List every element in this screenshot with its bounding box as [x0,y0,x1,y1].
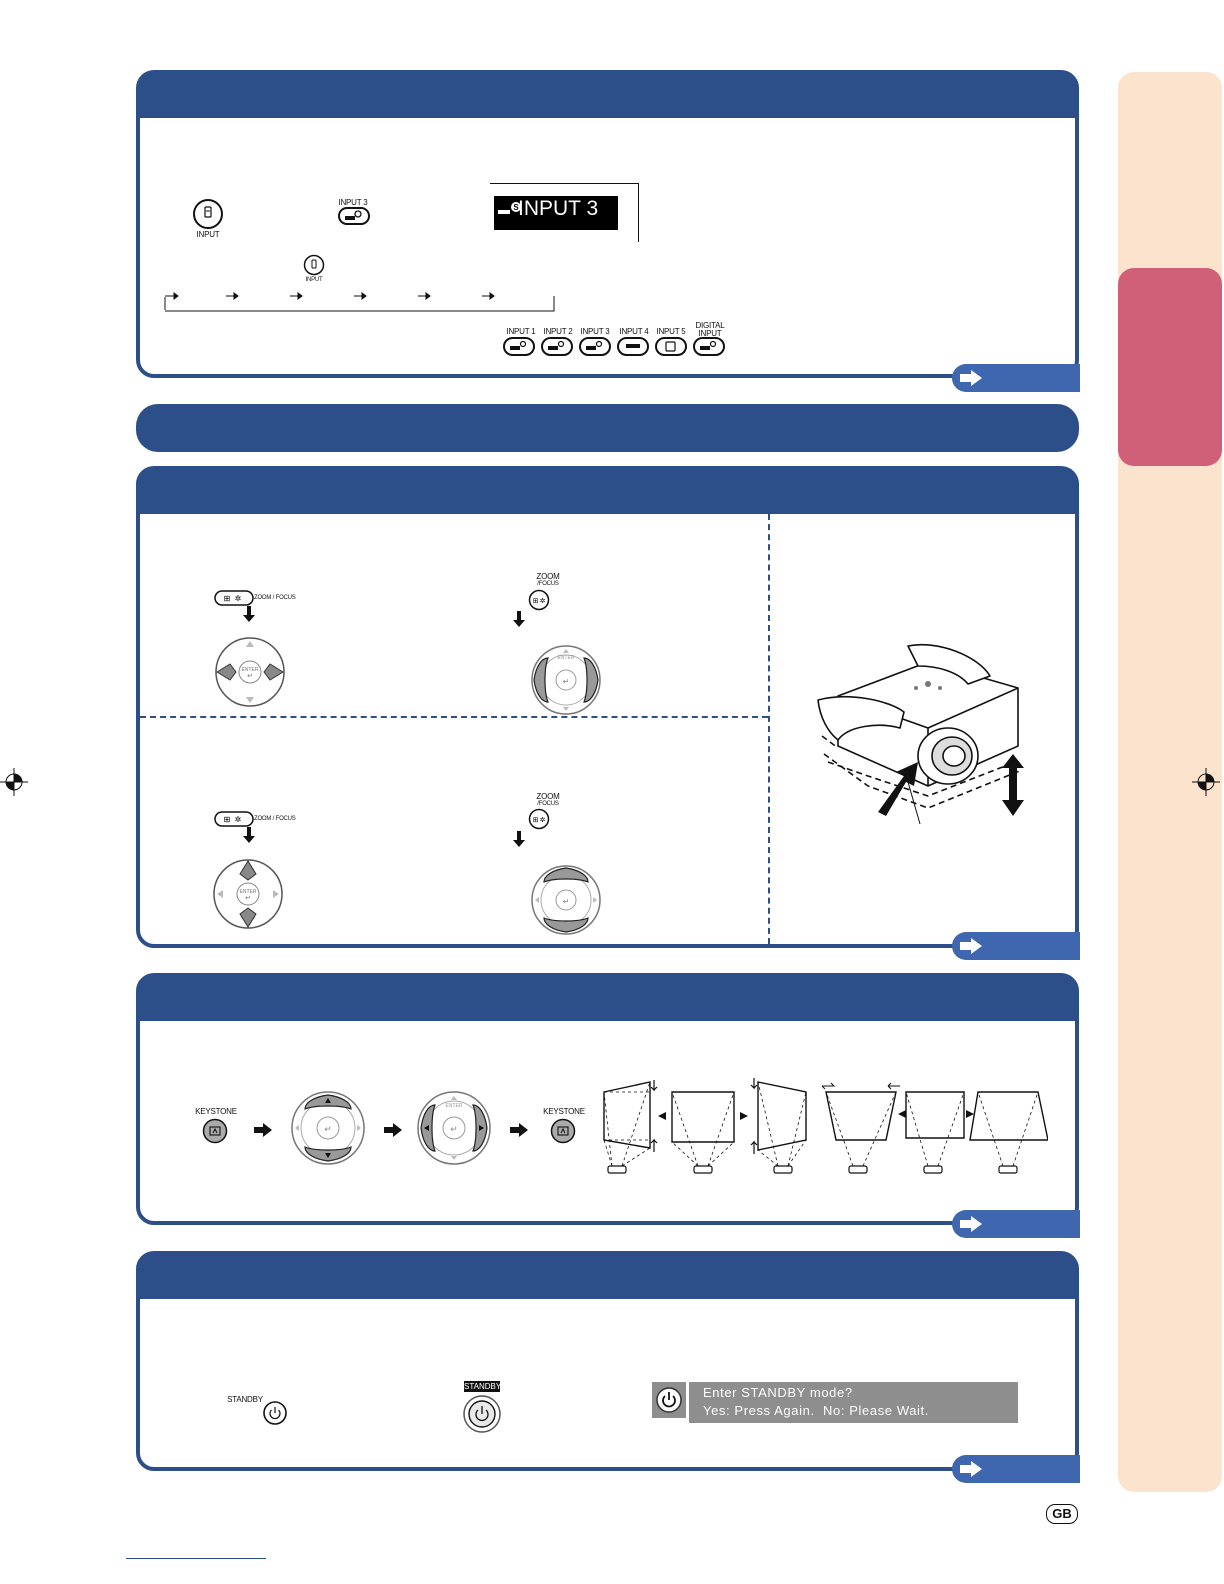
svg-text:✲: ✲ [234,594,242,603]
power-icon [655,1386,683,1414]
zoom-focus-more-tab[interactable] [952,932,1080,960]
remote-standby-label: STANDBY [227,1395,263,1404]
osd-input-text: INPUT 3 [518,197,599,220]
down-arrow-icon [513,831,525,847]
vertical-dashed-divider [768,514,770,944]
sidebar-active-tab[interactable] [1118,268,1222,466]
remote-input-label: INPUT [196,230,220,239]
remote-zoom-focus-button-icon[interactable] [214,590,254,606]
keystone-dpad-updown-icon[interactable] [290,1090,366,1166]
projector-input3-button-icon[interactable] [338,207,370,225]
input-section-header [136,70,1079,118]
standby-osd-icon-box [652,1382,686,1418]
standby-osd-line1: Enter STANDBY mode? [703,1385,853,1400]
remote-input-button-icon[interactable] [192,198,224,230]
arrow-right-icon [960,1461,982,1477]
svg-text:↵: ↵ [562,897,570,906]
projector-focus-label-2: /FOCUS [537,801,559,807]
footer-underline [126,1558,266,1559]
projector-height-adjust-illustration [808,636,1048,826]
remote-dpad-focus-icon[interactable] [212,858,284,930]
svg-text:⊞: ⊞ [223,815,231,824]
right-arrow-icon [254,1123,272,1137]
svg-text:↵: ↵ [324,1124,332,1134]
svg-text:S: S [513,203,519,212]
projector-zoom-focus-button-icon-2[interactable] [528,808,550,830]
input-button-label-digital: DIGITAL INPUT [695,321,725,338]
svg-text:↵: ↵ [247,673,253,680]
projector-focus-label-1: /FOCUS [537,581,559,587]
right-arrow-icon [384,1123,402,1137]
svg-text:↵: ↵ [562,677,570,686]
standby-section-header [136,1251,1079,1299]
small-input-button-icon[interactable] [303,254,325,276]
keystone-more-tab[interactable] [952,1210,1080,1238]
projector-input3-label: INPUT 3 [338,198,368,207]
input-button-label-5: INPUT 5 [656,327,686,336]
remote-zoom-focus-label-1: ZOOM / FOCUS [254,595,296,601]
projector-zoom-label-2: ZOOM [536,792,560,801]
input-buttons-row[interactable] [502,336,732,358]
svg-text:↵: ↵ [450,1124,458,1134]
svg-text:⊞: ⊞ [223,594,231,603]
keystone-button-icon-2[interactable] [550,1118,576,1144]
projector-dpad-focus-icon[interactable] [530,864,602,936]
registration-mark-icon [0,768,28,796]
projector-standby-button-icon[interactable] [462,1394,502,1434]
arrow-right-icon [960,938,982,954]
keystone-dpad-leftright-icon[interactable] [416,1090,492,1166]
keystone-section-header [136,973,1079,1021]
standby-more-tab[interactable] [952,1455,1080,1483]
remote-dpad-zoom-icon[interactable] [214,636,286,708]
region-badge: GB [1046,1504,1078,1524]
keystone-correction-diagram [598,1076,1048,1178]
down-arrow-icon [513,611,525,627]
input-button-label-2: INPUT 2 [543,327,573,336]
svg-text:ENTER: ENTER [445,1103,463,1109]
svg-text:✲: ✲ [234,815,242,824]
input-cycle-diagram [160,290,560,316]
remote-zoom-focus-button-icon-2[interactable] [214,811,254,827]
input-button-label-1: INPUT 1 [506,327,536,336]
input-section-more-tab[interactable] [952,364,1080,392]
svg-text:✲: ✲ [539,598,546,605]
svg-text:⊞: ⊞ [532,817,539,824]
arrow-right-icon [960,1216,982,1232]
svg-text:ENTER: ENTER [241,667,259,673]
svg-text:↵: ↵ [245,895,251,902]
keystone-button-icon-1[interactable] [202,1118,228,1144]
small-input-label: INPUT [305,277,323,283]
remote-zoom-focus-label-2: ZOOM / FOCUS [254,816,296,822]
svg-text:ENTER: ENTER [239,889,257,895]
keystone-label-2: KEYSTONE [543,1107,585,1116]
arrow-right-icon [960,370,982,386]
keystone-label-1: KEYSTONE [195,1107,237,1116]
input-button-label-3: INPUT 3 [580,327,610,336]
horizontal-dashed-divider [140,716,768,718]
svg-text:ENTER: ENTER [557,655,575,661]
osd-input-box [494,196,618,230]
down-arrow-icon [243,827,255,843]
zoom-focus-section-header [136,466,1079,514]
remote-standby-button-icon[interactable] [262,1400,288,1426]
registration-mark-icon [1192,768,1220,796]
projector-dpad-zoom-icon[interactable] [530,644,602,716]
input-button-label-4: INPUT 4 [619,327,649,336]
projector-zoom-focus-button-icon[interactable] [528,589,550,611]
projector-zoom-label-1: ZOOM [536,572,560,581]
down-arrow-icon [243,606,255,622]
standby-osd-line2: Yes: Press Again. No: Please Wait. [703,1403,929,1418]
section-title-bar [136,404,1079,452]
standby-osd-message-box [689,1382,1018,1423]
projector-standby-label: STANDBY [464,1382,502,1391]
svg-text:⊞: ⊞ [532,598,539,605]
right-arrow-icon [510,1123,528,1137]
svg-text:✲: ✲ [539,817,546,824]
